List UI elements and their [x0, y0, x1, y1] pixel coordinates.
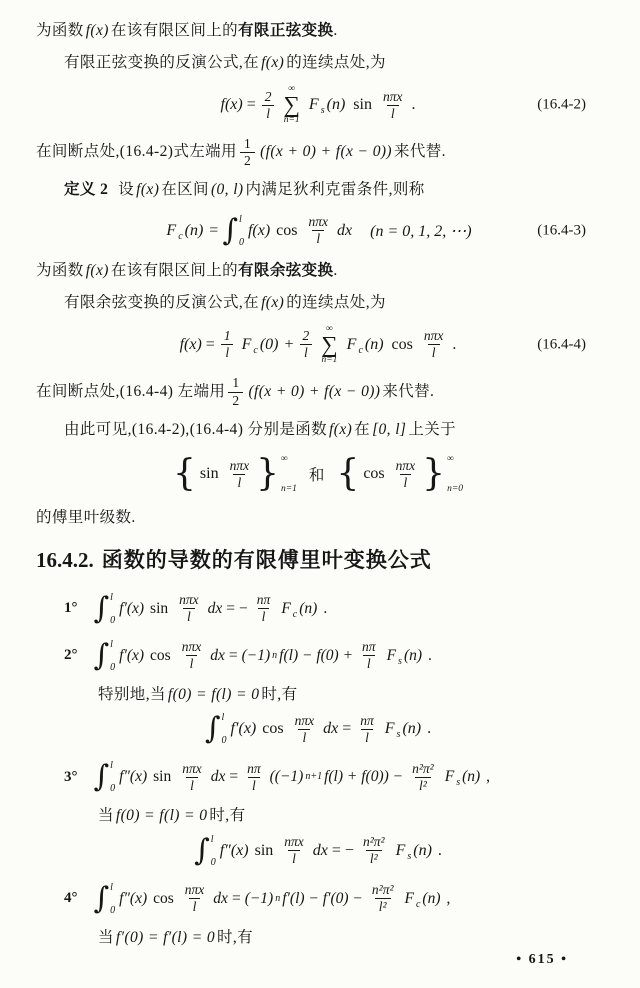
math-var: f(x)	[329, 420, 353, 438]
math-expression: (−1)	[241, 646, 271, 664]
integral-upper-limit: l	[221, 712, 225, 724]
math-var: f′(x)	[230, 720, 257, 738]
math-var: (n)	[326, 96, 346, 114]
math-expression: f′(l) − f′(0) −	[282, 889, 363, 907]
item-marker: 3°	[64, 768, 78, 785]
numerator: n²π²	[371, 881, 394, 897]
math-fraction	[379, 89, 407, 122]
right-brace: }	[256, 453, 279, 495]
math-fraction	[280, 834, 308, 867]
text-run: 时,有	[261, 685, 298, 703]
text-run: 来代替.	[382, 382, 435, 400]
denominator: l²	[375, 898, 391, 915]
denominator: l²	[415, 777, 431, 794]
math-var: dx	[337, 221, 353, 239]
integral-symbol	[94, 590, 116, 628]
integral-lower-limit: 0	[221, 735, 227, 747]
math-subscript: c	[415, 898, 421, 910]
punctuation: .	[411, 96, 416, 114]
math-subscript: c	[178, 230, 183, 242]
math-subscript: c	[292, 608, 298, 620]
sum-lower-limit: n=1	[283, 115, 300, 126]
math-var: f″(x)	[219, 841, 249, 859]
formula-item-1	[36, 590, 600, 628]
numerator: nπx	[182, 760, 202, 776]
denominator: l	[248, 777, 260, 794]
math-var: dx	[213, 889, 228, 907]
math-subscript: s	[398, 655, 402, 667]
equation-body	[219, 85, 418, 126]
denominator: 2	[228, 392, 243, 409]
operator-name: cos	[150, 646, 171, 664]
integral-glyph: ∫	[93, 637, 110, 673]
numerator: nπ	[256, 592, 271, 608]
paragraph-discontinuity-16-4-4	[36, 375, 600, 408]
integral-upper-limit: l	[238, 213, 242, 225]
math-var: (n)	[403, 646, 423, 664]
text-run: 时,有	[209, 807, 246, 825]
math-fraction	[228, 375, 243, 408]
math-fraction	[226, 458, 254, 491]
equation-16-4-4	[36, 325, 600, 366]
text-run: 来代替.	[393, 143, 446, 161]
numerator: 1	[223, 328, 231, 344]
integral-glyph: ∫	[93, 590, 110, 626]
math-var: (n)	[184, 221, 204, 239]
operator-name: sin	[199, 465, 219, 483]
integral-glyph: ∫	[194, 832, 210, 868]
section-title: 函数的导数的有限傅里叶变换公式	[101, 547, 432, 572]
denominator: l	[428, 344, 440, 361]
set-lower-limit: n=1	[280, 484, 297, 495]
integral-limits	[211, 832, 216, 870]
math-var: [0, l]	[372, 420, 407, 438]
math-subscript: c	[358, 344, 363, 356]
math-expression: (f(x + 0) + f(x − 0))	[260, 143, 392, 161]
text-run: 有限正弦变换的反演公式,在	[64, 54, 260, 72]
math-var: (0, l)	[210, 181, 244, 199]
page-number: • 615 •	[516, 952, 568, 967]
numerator: nπx	[184, 881, 205, 897]
denominator: l	[400, 474, 412, 491]
denominator: l	[387, 105, 399, 122]
integral-upper-limit: l	[210, 833, 214, 845]
denominator: l	[262, 105, 274, 122]
math-var: f(x)	[220, 96, 243, 114]
paragraph-conclusion	[36, 419, 600, 441]
math-var: F	[346, 335, 357, 353]
denominator: l	[288, 850, 300, 867]
condition-note: (n = 0, 1, 2, ⋯)	[370, 222, 472, 240]
text-run: 的连续点处,为	[286, 294, 386, 312]
punctuation: .	[428, 646, 432, 664]
integral-upper-limit: l	[110, 638, 113, 650]
integral-lower-limit: 0	[238, 236, 244, 248]
math-fraction	[240, 136, 255, 169]
math-var: f(x)	[136, 181, 160, 199]
transform-function-symbol	[279, 600, 319, 618]
equation-body	[178, 325, 459, 366]
math-fraction	[261, 89, 276, 122]
math-fraction	[299, 328, 314, 361]
denominator: l	[361, 729, 373, 746]
text-run: 当	[98, 928, 114, 946]
text-run: 由此可见,(16.4-2),(16.4-4) 分别是函数	[64, 420, 328, 438]
integral-lower-limit: 0	[110, 904, 116, 916]
paragraph-sine-inversion-intro	[36, 52, 600, 74]
integral-glyph: ∫	[204, 711, 221, 747]
integral-limits	[110, 758, 115, 796]
paragraph-sine-transform-name	[36, 20, 600, 42]
punctuation: ,	[446, 889, 451, 907]
numerator: nπx	[294, 712, 315, 728]
paragraph-special-case-2	[36, 684, 600, 706]
integral-symbol	[205, 710, 227, 748]
integral-upper-limit: l	[110, 591, 113, 603]
denominator: l	[258, 608, 270, 625]
paragraph-cosine-inversion-intro	[36, 292, 600, 314]
section-heading	[36, 544, 600, 574]
numerator: nπ	[360, 712, 374, 728]
text-run: 时,有	[216, 928, 254, 946]
equation-special-case-2	[36, 710, 600, 748]
math-subscript: s	[320, 105, 325, 117]
math-fraction	[408, 761, 438, 794]
numerator: nπx	[382, 88, 403, 104]
bold-term: 有限正弦变换	[238, 22, 334, 39]
relation-sign: =	[331, 841, 341, 859]
bold-term: 有限余弦变换	[238, 261, 334, 279]
set-limits	[447, 451, 463, 497]
math-var: F	[166, 221, 177, 239]
numerator: nπx	[395, 457, 416, 473]
math-var: F	[386, 646, 397, 664]
math-expression: f(0) = f(l) = 0	[115, 807, 208, 825]
math-fraction	[305, 214, 333, 247]
definition-label: 定义 2	[64, 181, 109, 199]
integral-limits	[110, 880, 115, 918]
denominator: l	[298, 729, 310, 746]
math-fraction	[181, 882, 209, 915]
math-fraction	[178, 761, 206, 794]
text-run: 在间断点处,(16.4-4) 左端用	[36, 382, 226, 400]
denominator: l	[183, 608, 195, 625]
equation-body	[173, 451, 463, 497]
numerator: n²π²	[362, 833, 385, 849]
numerator: nπx	[179, 592, 199, 608]
equation-tag: (16.4-4)	[537, 336, 586, 353]
operator-name: cos	[153, 889, 174, 907]
math-var: f(x)	[179, 335, 202, 353]
math-fraction	[178, 639, 206, 672]
relation-sign: =	[209, 221, 219, 239]
formula-item-3: 3° ∫ l 0 f″(x) sin $\frac{\text{nπx}}{l}$ dx = $\frac{n\pi}{l}$ ((−1) n+1 f(l) + f(0)) − $\frac{\text{n²π²}}{\text{l²}}$ F s (n) ,	[64, 759, 491, 795]
math-var: F	[404, 889, 414, 907]
text-run: 有限余弦变换的反演公式,在	[64, 294, 260, 312]
integral-glyph: ∫	[93, 759, 110, 795]
math-var: F	[281, 599, 291, 617]
formula-item-4: 4° ∫ l 0 f″(x) cos $\frac{\text{nπx}}{l}$ dx = (−1) n f′(l) − f′(0) − $\frac{\text{n²π²}}{\text{l²}}$ F c (n) ,	[64, 880, 451, 916]
integral-upper-limit: l	[110, 881, 113, 893]
integral-limits	[222, 710, 227, 748]
denominator: l²	[366, 850, 382, 867]
plus-sign: +	[284, 335, 294, 353]
item-marker: 2°	[64, 647, 78, 664]
integral-symbol	[94, 758, 116, 796]
math-var: (n)	[413, 841, 432, 859]
operator-name: sin	[254, 841, 274, 859]
text-run: 的傅里叶级数.	[36, 509, 136, 527]
text-run: 在	[354, 420, 371, 438]
math-var: f″(x)	[119, 889, 148, 907]
relation-sign: =	[205, 335, 215, 353]
equation-body	[192, 832, 444, 870]
operator-name: sin	[353, 96, 372, 114]
sigma-glyph: ∑	[283, 92, 300, 118]
numerator: nπx	[308, 213, 329, 229]
math-var: (n)	[462, 768, 481, 786]
text-run: .	[333, 261, 338, 279]
transform-function-symbol	[443, 768, 482, 789]
set-upper-limit: ∞	[280, 454, 288, 465]
math-fraction	[291, 713, 319, 746]
integral-glyph: ∫	[93, 880, 110, 916]
text-run: 特别地,当	[98, 685, 166, 703]
transform-function-symbol	[383, 720, 423, 741]
denominator: l	[186, 655, 198, 672]
math-var: F	[395, 841, 406, 859]
math-fraction	[368, 882, 398, 915]
numerator: nπx	[284, 833, 304, 849]
math-expression: f(0) = f(l) = 0	[167, 685, 260, 703]
integral-lower-limit: 0	[110, 661, 116, 673]
denominator: l	[221, 344, 233, 361]
text-run: 在间断点处,(16.4-2)式左端用	[36, 143, 237, 161]
paragraph-discontinuity-16-4-2	[36, 136, 600, 169]
math-fraction	[175, 592, 203, 625]
integral-symbol	[94, 880, 116, 918]
denominator: l	[300, 344, 312, 361]
integral-upper-limit: l	[110, 760, 113, 772]
denominator: l	[189, 898, 201, 915]
equation-body	[162, 212, 473, 250]
denominator: l	[233, 474, 245, 491]
paragraph-special-case-3	[36, 805, 600, 827]
relation-sign: =	[246, 96, 256, 114]
equation-tag: (16.4-3)	[537, 222, 586, 239]
integral-lower-limit: 0	[110, 614, 116, 626]
numerator: 1	[232, 375, 240, 391]
transform-function-symbol	[240, 336, 281, 354]
relation-sign: =	[231, 889, 241, 907]
paragraph-fourier-series	[36, 507, 600, 529]
math-var: F	[444, 768, 455, 786]
numerator: n²π²	[412, 760, 434, 776]
math-subscript: s	[407, 850, 412, 862]
relation-sign: =	[226, 599, 236, 617]
math-var: f′(x)	[119, 646, 145, 664]
math-fraction	[253, 592, 275, 625]
operator-name: cos	[363, 465, 385, 483]
text-run: 设	[118, 181, 135, 199]
operator-name: cos	[276, 221, 298, 239]
text-run: 上关于	[408, 420, 457, 438]
operator-name: cos	[391, 335, 413, 353]
set-upper-limit: ∞	[447, 454, 454, 465]
math-var: dx	[323, 720, 339, 738]
paragraph-cosine-transform-name	[36, 260, 600, 282]
math-var: f(x)	[85, 22, 109, 39]
math-fraction	[358, 639, 380, 672]
integral-symbol	[222, 212, 244, 250]
math-var: dx	[207, 599, 223, 617]
math-fraction	[243, 761, 265, 794]
relation-sign: =	[228, 646, 238, 664]
summation-symbol	[284, 85, 300, 126]
operator-name: sin	[150, 599, 169, 617]
math-var: f′(x)	[119, 599, 145, 617]
math-var: F	[241, 335, 252, 353]
numerator: 2	[264, 88, 272, 104]
text-run: 在区间	[161, 181, 209, 199]
minus-sign: −	[344, 841, 354, 859]
numerator: nπ	[247, 760, 261, 776]
transform-function-symbol	[403, 890, 443, 908]
text-run: 的连续点处,为	[286, 54, 386, 72]
math-expression: f(l) + f(0)) −	[324, 768, 404, 786]
integral-lower-limit: 0	[210, 856, 216, 868]
denominator: 2	[240, 152, 255, 169]
math-var: (n)	[299, 599, 318, 617]
numerator: nπx	[423, 328, 444, 344]
transform-function-symbol	[345, 336, 386, 354]
transform-function-symbol	[307, 96, 347, 117]
math-var: f(x)	[247, 221, 271, 239]
math-var: dx	[210, 768, 226, 786]
math-var: F	[384, 720, 395, 738]
math-expression: f(l) − f(0) +	[279, 646, 354, 664]
denominator: l	[312, 230, 324, 247]
math-fraction	[220, 328, 235, 361]
integral-limits	[110, 590, 115, 628]
math-var: dx	[312, 841, 328, 859]
sum-upper-limit: ∞	[326, 323, 333, 334]
equation-16-4-3	[36, 212, 600, 250]
transform-function-symbol	[385, 647, 424, 665]
relation-sign: =	[229, 768, 239, 786]
equation-body	[203, 710, 433, 748]
punctuation: .	[323, 599, 328, 617]
math-var: f(x)	[85, 261, 109, 279]
equation-16-4-2	[36, 85, 600, 126]
denominator: l	[363, 655, 375, 672]
numerator: nπx	[181, 639, 202, 655]
left-brace: {	[336, 453, 360, 495]
math-fraction	[356, 713, 378, 746]
sigma-glyph: ∑	[321, 332, 338, 358]
punctuation: .	[427, 720, 432, 738]
math-var: f(x)	[261, 54, 285, 72]
math-expression: (f(x + 0) + f(x − 0))	[248, 382, 381, 400]
text-run: .	[333, 22, 338, 39]
numerator: nπ	[362, 639, 376, 655]
text-run: 在该有限区间上的	[110, 261, 239, 279]
item-marker: 1°	[64, 600, 78, 617]
integral-lower-limit: 0	[110, 783, 116, 795]
math-expression: ((−1)	[269, 768, 304, 786]
transform-function-symbol	[164, 222, 205, 240]
equation-tag: (16.4-2)	[537, 96, 586, 113]
math-var: (0)	[259, 335, 279, 353]
numerator: 2	[302, 328, 310, 344]
formula-item-2: 2° ∫ l 0 f′(x) cos $\frac{\text{nπx}}{l}$ dx = (−1) n f(l) − f(0) + $\frac{n\pi}{l}$ F s (n) .	[64, 637, 432, 673]
integral-limits	[239, 212, 244, 250]
sum-upper-limit: ∞	[288, 83, 296, 94]
math-var: (n)	[422, 889, 441, 907]
math-var: F	[308, 96, 319, 114]
text-run: 内满足狄利克雷条件,则称	[245, 181, 425, 199]
text-run: 和	[308, 467, 325, 485]
item-marker: 4°	[64, 890, 78, 907]
paragraph-special-case-4	[36, 927, 600, 949]
integral-symbol	[194, 832, 216, 870]
text-run: 在该有限区间上的	[110, 22, 239, 39]
integral-symbol	[94, 637, 116, 675]
math-var: (n)	[402, 720, 422, 738]
numerator: 1	[243, 135, 252, 151]
denominator: l	[186, 777, 198, 794]
operator-name: cos	[262, 720, 284, 738]
punctuation: .	[437, 841, 442, 859]
paragraph-definition-2	[36, 179, 600, 201]
left-brace: {	[172, 453, 196, 495]
math-var: dx	[210, 646, 225, 664]
math-var: f(x)	[261, 294, 285, 312]
summation-symbol	[321, 325, 337, 366]
text-run: 为函数	[36, 22, 84, 39]
punctuation: ,	[486, 768, 491, 786]
numerator: nπx	[229, 457, 250, 473]
relation-sign: =	[342, 720, 352, 738]
sum-lower-limit: n=1	[321, 354, 338, 365]
punctuation: .	[452, 335, 457, 353]
set-limits	[281, 451, 297, 497]
math-subscript: s	[396, 729, 401, 741]
equation-special-case-3	[36, 832, 600, 870]
math-fraction	[392, 458, 420, 491]
right-brace: }	[422, 453, 446, 495]
math-expression: (−1)	[244, 889, 274, 907]
math-expression: f′(0) = f′(l) = 0	[115, 928, 215, 946]
minus-sign: −	[239, 599, 248, 617]
transform-function-symbol	[394, 842, 434, 860]
math-subscript: s	[456, 777, 461, 789]
text-run: 当	[98, 807, 114, 825]
set-lower-limit: n=0	[447, 484, 463, 495]
math-subscript: c	[253, 344, 258, 356]
math-fraction	[359, 834, 389, 867]
equation-basis-systems	[36, 451, 600, 497]
integral-limits	[110, 637, 115, 675]
section-number: 16.4.2.	[36, 547, 94, 572]
math-var: f″(x)	[119, 768, 148, 786]
integral-glyph: ∫	[222, 212, 238, 248]
math-fraction	[420, 328, 448, 361]
text-run: 为函数	[36, 261, 84, 279]
math-var: (n)	[364, 335, 384, 353]
operator-name: sin	[153, 768, 172, 786]
